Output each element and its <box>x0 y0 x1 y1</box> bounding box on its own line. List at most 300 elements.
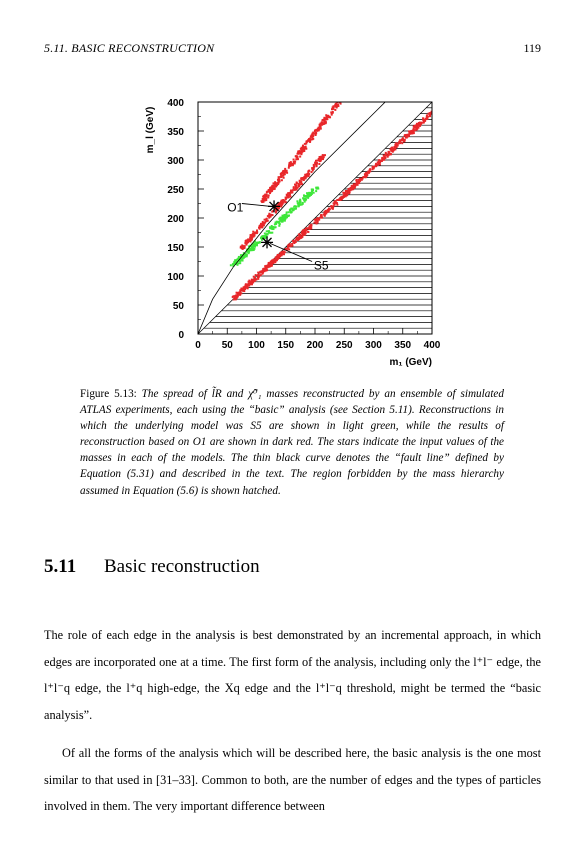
s5-point <box>283 215 285 217</box>
o1-point <box>440 104 442 106</box>
o1-point <box>340 99 342 101</box>
o1-point <box>267 191 269 193</box>
o1-point <box>433 109 435 111</box>
o1-point <box>290 161 292 163</box>
s5-point <box>285 213 287 215</box>
o1-point <box>265 220 267 222</box>
y-axis-label: m_l (GeV) <box>145 106 156 154</box>
o1-point <box>287 247 289 249</box>
o1-point <box>297 150 299 152</box>
o1-point <box>255 274 257 276</box>
o1-point <box>429 115 431 117</box>
o1-point <box>313 222 315 224</box>
o1-point <box>444 100 446 102</box>
o1-point <box>283 174 285 176</box>
o1-point <box>443 101 445 103</box>
o1-point <box>390 150 392 152</box>
o1-point <box>257 276 259 278</box>
o1-point <box>263 224 265 226</box>
o1-point <box>257 274 259 276</box>
o1-point <box>440 102 442 104</box>
o1-point <box>257 272 259 274</box>
o1-point <box>318 218 320 220</box>
o1-point <box>286 172 288 174</box>
o1-point <box>280 200 282 202</box>
o1-point <box>331 114 333 116</box>
o1-point <box>296 236 298 238</box>
s5-point <box>278 225 280 227</box>
o1-point <box>235 296 237 298</box>
o1-point <box>316 160 318 162</box>
o1-point <box>283 177 285 179</box>
model-annotations <box>227 200 329 272</box>
o1-point <box>332 105 334 107</box>
s5-point <box>260 237 262 239</box>
o1-point <box>305 175 307 177</box>
o1-point <box>308 173 310 175</box>
o1-point <box>372 167 374 169</box>
mass-scatter-figure <box>138 92 448 374</box>
o1-label: O1 <box>227 200 244 215</box>
o1-point <box>445 101 447 103</box>
o1-point <box>310 225 312 227</box>
o1-point <box>251 283 253 285</box>
o1-point <box>303 150 305 152</box>
o1-point <box>323 123 325 125</box>
o1-point <box>388 151 390 153</box>
s5-point <box>278 218 280 220</box>
o1-point <box>441 102 443 104</box>
input-mass-star <box>261 236 273 248</box>
y-tick-label: 400 <box>167 98 184 109</box>
o1-point <box>355 183 357 185</box>
o1-point <box>338 99 340 101</box>
o1-point <box>440 103 442 105</box>
x-tick-label: 250 <box>335 340 353 351</box>
o1-point <box>309 138 311 140</box>
o1-point <box>348 190 350 192</box>
s5-point <box>239 262 241 264</box>
o1-point <box>262 272 264 274</box>
o1-point <box>247 283 249 285</box>
section-title: Basic reconstruction <box>104 556 260 577</box>
o1-point <box>236 292 238 294</box>
o1-point <box>277 181 279 183</box>
x-tick-label: 100 <box>248 340 265 351</box>
s5-point <box>302 203 304 205</box>
caption-text: The spread of l̃R and χ̃⁰₁ masses reconstructed by an ensemble of simulated ATLAS experiments, each using the “basic” analysis (see Section 5.11). Reconstructions in which the underlying model was S5 are shown in light green, while the results of reconstruction based on O1 are shown in dark red. The stars indicate the input values of the masses in each of the models. The thin black curve denotes the “fault line” defined by Equation (5.31) and described in the text. The region forbidden by the mass hierarchy assumed in Equation (5.6) is shown hatched. <box>80 388 504 497</box>
o1-point <box>304 234 306 236</box>
o1-point <box>407 134 409 136</box>
o1-point <box>265 197 267 199</box>
o1-point <box>270 265 272 267</box>
o1-point <box>315 132 317 134</box>
o1-point <box>319 157 321 159</box>
o1-point <box>413 125 415 127</box>
o1-point <box>346 190 348 192</box>
y-tick-label: 250 <box>167 185 184 196</box>
o1-point <box>413 130 415 132</box>
o1-point <box>306 173 308 175</box>
o1-point <box>301 183 303 185</box>
o1-point <box>260 224 262 226</box>
o1-point <box>305 148 307 150</box>
s5-point <box>253 248 255 250</box>
o1-point <box>436 107 438 109</box>
o1-point <box>435 105 437 107</box>
s5-point <box>272 228 274 230</box>
s5-point <box>299 200 301 202</box>
o1-point <box>255 231 257 233</box>
s5-point <box>291 208 293 210</box>
o1-point <box>324 121 326 123</box>
o1-point <box>291 243 293 245</box>
o1-point <box>376 164 378 166</box>
o1-point <box>303 179 305 181</box>
o1-point <box>266 266 268 268</box>
o1-point <box>251 237 253 239</box>
o1-point <box>443 99 445 101</box>
o1-point <box>278 178 280 180</box>
x-tick-label: 400 <box>423 340 441 351</box>
o1-point <box>309 140 311 142</box>
o1-point <box>314 219 316 221</box>
o1-point <box>238 294 240 296</box>
o1-point <box>434 106 436 108</box>
body-paragraph: Of all the forms of the analysis which will be described here, the basic analysis is the one most similar to that used in [31–33]. Common to both, are the number of edges and the types of particles involved in them. The very important difference between <box>44 746 541 814</box>
o1-point <box>241 244 243 246</box>
o1-point <box>395 143 397 145</box>
o1-point <box>324 154 326 156</box>
o1-point <box>433 109 435 111</box>
o1-point <box>278 207 280 209</box>
s5-point <box>230 264 232 266</box>
s5-point <box>275 226 277 228</box>
s5-point <box>281 221 283 223</box>
o1-point <box>316 219 318 221</box>
x-tick-label: 0 <box>195 340 201 351</box>
y-tick-label: 300 <box>167 156 184 167</box>
o1-point <box>291 190 293 192</box>
s5-point <box>242 260 244 262</box>
o1-point <box>447 97 448 99</box>
o1-point <box>441 104 443 106</box>
o1-point <box>247 238 249 240</box>
o1-point <box>274 181 276 183</box>
o1-point <box>336 204 338 206</box>
o1-point <box>278 176 280 178</box>
o1-point <box>273 188 275 190</box>
s5-point <box>304 195 306 197</box>
o1-point <box>293 159 295 161</box>
o1-point <box>318 127 320 129</box>
o1-point <box>288 196 290 198</box>
y-tick-label: 350 <box>167 127 184 138</box>
o1-point <box>306 227 308 229</box>
o1-point <box>262 222 264 224</box>
o1-point <box>271 190 273 192</box>
s5-point <box>233 263 235 265</box>
o1-point <box>298 153 300 155</box>
o1-point <box>297 239 299 241</box>
o1-point <box>278 255 280 257</box>
o1-point <box>326 211 328 213</box>
o1-point <box>285 198 287 200</box>
y-tick-label: 50 <box>172 301 184 312</box>
o1-point <box>312 134 314 136</box>
o1-point <box>300 181 302 183</box>
s5-point <box>262 235 264 237</box>
o1-point <box>269 192 271 194</box>
o1-point <box>379 161 381 163</box>
o1-point <box>233 298 235 300</box>
o1-point <box>256 229 258 231</box>
s5-point <box>312 189 314 191</box>
o1-point <box>241 288 243 290</box>
o1-point <box>277 258 279 260</box>
s5-point <box>288 211 290 213</box>
x-tick-label: 300 <box>365 340 382 351</box>
o1-point <box>296 189 298 191</box>
o1-point <box>436 105 438 107</box>
o1-point <box>340 98 342 100</box>
o1-point <box>353 184 355 186</box>
o1-point <box>251 239 253 241</box>
o1-point <box>423 120 425 122</box>
o1-point <box>385 153 387 155</box>
o1-point <box>291 191 293 193</box>
s5-point <box>285 217 287 219</box>
x-tick-label: 200 <box>306 340 324 351</box>
o1-point <box>409 131 411 133</box>
o1-point <box>335 104 337 106</box>
o1-point <box>281 179 283 181</box>
o1-point <box>356 179 358 181</box>
o1-point <box>271 214 273 216</box>
page-number: 119 <box>523 41 541 55</box>
o1-point <box>447 95 448 97</box>
o1-point <box>288 167 290 169</box>
o1-point <box>424 118 426 120</box>
o1-point <box>284 170 286 172</box>
o1-point <box>268 215 270 217</box>
o1-point <box>283 253 285 255</box>
y-tick-label: 100 <box>167 272 184 283</box>
axis-ticks <box>167 98 440 351</box>
s5-point <box>290 212 292 214</box>
o1-point <box>334 109 336 111</box>
o1-point <box>293 162 295 164</box>
o1-point <box>316 165 318 167</box>
o1-point <box>346 194 348 196</box>
s5-point <box>293 209 295 211</box>
o1-point <box>321 217 323 219</box>
o1-point <box>442 102 444 104</box>
o1-point <box>339 197 341 199</box>
o1-point <box>251 234 253 236</box>
o1-point <box>442 103 444 105</box>
o1-point <box>397 142 399 144</box>
o1-point <box>390 153 392 155</box>
o1-point <box>434 107 436 109</box>
o1-point <box>365 173 367 175</box>
o1-point <box>270 188 272 190</box>
o1-point <box>300 148 302 150</box>
o1-point <box>335 201 337 203</box>
o1-point <box>296 156 298 158</box>
o1-point <box>359 178 361 180</box>
o1-point <box>441 104 443 106</box>
o1-point <box>279 253 281 255</box>
running-header-section: 5.11. BASIC RECONSTRUCTION <box>44 41 215 55</box>
o1-point <box>337 199 339 201</box>
o1-point <box>440 106 442 108</box>
section-heading <box>44 556 260 578</box>
o1-point <box>328 208 330 210</box>
s5-point <box>289 209 291 211</box>
o1-point <box>262 200 264 202</box>
o1-point <box>441 103 443 105</box>
o1-point <box>326 118 328 120</box>
o1-point <box>324 211 326 213</box>
s5-point <box>242 258 244 260</box>
o1-point <box>299 156 301 158</box>
o1-point <box>300 152 302 154</box>
o1-point <box>325 114 327 116</box>
s5-point <box>286 211 288 213</box>
s5-point <box>247 250 249 252</box>
o1-point <box>344 192 346 194</box>
o1-point <box>428 113 430 115</box>
o1-point <box>246 244 248 246</box>
s5-point <box>294 205 296 207</box>
o1-point <box>332 108 334 110</box>
o1-point <box>313 167 315 169</box>
o1-point <box>439 104 441 106</box>
s5-point <box>299 202 301 204</box>
o1-point <box>297 158 299 160</box>
s5-point <box>271 232 273 234</box>
o1-point <box>422 117 424 119</box>
s5-point <box>248 252 250 254</box>
o1-point <box>298 185 300 187</box>
o1-point <box>440 101 442 103</box>
fault-line-curve <box>198 96 391 334</box>
body-paragraph: The role of each edge in the analysis is best demonstrated by an incremental approach, in which edges are incorporated one at a time. The first form of the analysis, including only the l⁺l⁻ edge, the l⁺l⁻q edge, the l⁺q high-edge, the Xq edge and the l⁺l⁻q threshold, might be termed the “basic analysis”. <box>44 628 541 722</box>
s5-point <box>317 187 319 189</box>
o1-point <box>284 251 286 253</box>
o1-point <box>444 101 446 103</box>
o1-point <box>296 181 298 183</box>
o1-point <box>351 185 353 187</box>
s5-point <box>251 246 253 248</box>
s5-point <box>315 190 317 192</box>
o1-point <box>342 192 344 194</box>
o1-point <box>362 176 364 178</box>
o1-point <box>402 139 404 141</box>
y-tick-label: 0 <box>178 330 184 341</box>
x-tick-label: 150 <box>277 340 295 351</box>
s5-point <box>279 223 281 225</box>
o1-point <box>331 207 333 209</box>
o1-point <box>310 227 312 229</box>
o1-point <box>442 101 444 103</box>
o1-point <box>340 103 342 105</box>
o1-point <box>289 244 291 246</box>
s5-point <box>233 261 235 263</box>
s5-point <box>307 197 309 199</box>
section-number: 5.11 <box>44 556 77 577</box>
o1-point <box>442 101 444 103</box>
o1-point <box>446 98 448 100</box>
o1-point <box>298 236 300 238</box>
o1-point <box>307 231 309 233</box>
o1-point <box>447 95 448 97</box>
o1-point <box>248 280 250 282</box>
o1-point <box>280 176 282 178</box>
o1-point <box>359 180 361 182</box>
s5-point <box>276 221 278 223</box>
x-tick-label: 50 <box>221 340 233 351</box>
o1-point <box>348 192 350 194</box>
s5-point <box>236 264 238 266</box>
s5-point <box>256 243 258 245</box>
s5-point <box>271 226 273 228</box>
figure-caption <box>80 386 504 499</box>
s5-point <box>295 208 297 210</box>
o1-point <box>437 106 439 108</box>
o1-point <box>319 159 321 161</box>
s5-point <box>305 198 307 200</box>
s5-point <box>287 215 289 217</box>
s5-point <box>309 195 311 197</box>
o1-point <box>294 184 296 186</box>
o1-point <box>384 155 386 157</box>
o1-point <box>268 194 270 196</box>
o1-point <box>292 240 294 242</box>
o1-point <box>276 256 278 258</box>
o1-point <box>245 284 247 286</box>
o1-point <box>235 298 237 300</box>
o1-point <box>282 172 284 174</box>
o1-point <box>289 165 291 167</box>
o1-point <box>416 128 418 130</box>
s5-point <box>309 193 311 195</box>
o1-point <box>255 278 257 280</box>
o1-point <box>446 100 448 102</box>
o1-point <box>364 176 366 178</box>
o1-point <box>444 98 446 100</box>
s5-point <box>304 201 306 203</box>
o1-point <box>320 156 322 158</box>
s5-point <box>311 191 313 193</box>
y-tick-label: 150 <box>167 243 184 254</box>
s5-point <box>313 192 315 194</box>
o1-point <box>308 170 310 172</box>
s5-point <box>296 200 298 202</box>
s5-point <box>298 205 300 207</box>
o1-point <box>288 192 290 194</box>
o1-point <box>308 175 310 177</box>
o1-point <box>233 295 235 297</box>
o1-point <box>241 246 243 248</box>
o1-point <box>318 163 320 165</box>
o1-point <box>317 221 319 223</box>
x-axis-label: m₁ (GeV) <box>389 357 432 368</box>
o1-point <box>259 271 261 273</box>
o1-point <box>244 246 246 248</box>
o1-point <box>306 140 308 142</box>
